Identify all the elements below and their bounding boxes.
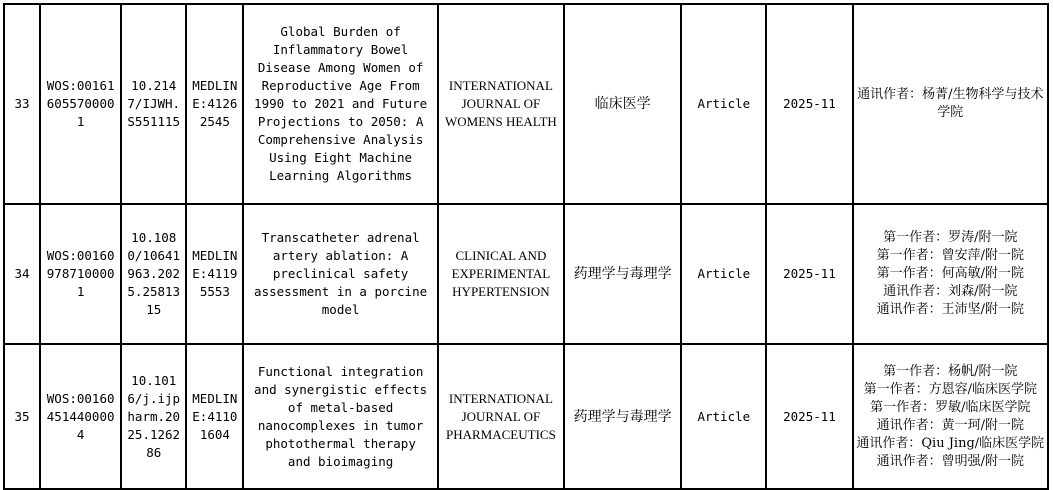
table-row bbox=[4, 4, 1048, 204]
document-type: Article bbox=[681, 344, 766, 489]
medline-id: MEDLINE:41262545 bbox=[186, 4, 243, 204]
table-row bbox=[4, 204, 1048, 344]
document-type: Article bbox=[681, 4, 766, 204]
author-list bbox=[853, 344, 1048, 489]
table-row bbox=[4, 344, 1048, 489]
paper-title: Functional integration and synergistic effects of metal-based nanocomplexes in tumor photothermal therapy and bioimaging bbox=[243, 344, 437, 489]
author-entry: 第一作者：罗涛/附一院 bbox=[883, 230, 1018, 245]
wos-id: WOS:001616055700001 bbox=[40, 4, 121, 204]
row-number: 33 bbox=[4, 4, 40, 204]
author-entry: 通讯作者：王沛坚/附一院 bbox=[876, 302, 1024, 317]
publish-date: 2025-11 bbox=[766, 4, 852, 204]
author-entry: 通讯作者：Qiu Jing/临床医学院 bbox=[856, 435, 1045, 451]
subject-category: 药理学与毒理学 bbox=[564, 204, 681, 344]
author-entry: 第一作者：曾安萍/附一院 bbox=[876, 248, 1024, 263]
author-entry: 第一作者：杨帆/附一院 bbox=[883, 363, 1018, 379]
author-entry: 通讯作者：刘森/附一院 bbox=[883, 284, 1018, 299]
publication-table bbox=[3, 3, 1049, 490]
author-entry: 通讯作者：杨菁/生物科学与技术学院 bbox=[857, 87, 1044, 120]
doi: 10.1080/10641963.2025.2581315 bbox=[121, 204, 186, 344]
journal-name: CLINICAL AND EXPERIMENTAL HYPERTENSION bbox=[438, 204, 564, 344]
author-list bbox=[853, 4, 1048, 204]
publish-date: 2025-11 bbox=[766, 344, 852, 489]
author-entry: 第一作者：罗敏/临床医学院 bbox=[870, 399, 1031, 415]
author-entry: 通讯作者：曾明强/附一院 bbox=[876, 453, 1024, 469]
author-entry: 第一作者：方恩容/临床医学院 bbox=[863, 381, 1037, 397]
publish-date: 2025-11 bbox=[766, 204, 852, 344]
wos-id: WOS:001609787100001 bbox=[40, 204, 121, 344]
medline-id: MEDLINE:41101604 bbox=[186, 344, 243, 489]
doi: 10.2147/IJWH.S551115 bbox=[121, 4, 186, 204]
subject-category: 药理学与毒理学 bbox=[564, 344, 681, 489]
row-number: 35 bbox=[4, 344, 40, 489]
author-entry: 第一作者：何高敏/附一院 bbox=[876, 266, 1024, 281]
subject-category: 临床医学 bbox=[564, 4, 681, 204]
author-list bbox=[853, 204, 1048, 344]
document-type: Article bbox=[681, 204, 766, 344]
author-entry: 通讯作者：黄一珂/附一院 bbox=[876, 417, 1024, 433]
paper-title: Global Burden of Inflammatory Bowel Disease Among Women of Reproductive Age From 1990 to 2021 and Future Projections to 2050: A Comprehensive Analysis Using Eight Machine Learning Algorithms bbox=[243, 4, 437, 204]
wos-id: WOS:001604514400004 bbox=[40, 344, 121, 489]
journal-name: INTERNATIONAL JOURNAL OF PHARMACEUTICS bbox=[438, 344, 564, 489]
journal-name: INTERNATIONAL JOURNAL OF WOMENS HEALTH bbox=[438, 4, 564, 204]
row-number: 34 bbox=[4, 204, 40, 344]
medline-id: MEDLINE:41195553 bbox=[186, 204, 243, 344]
paper-title: Transcatheter adrenal artery ablation: A preclinical safety assessment in a porcine model bbox=[243, 204, 437, 344]
doi: 10.1016/j.ijpharm.2025.126286 bbox=[121, 344, 186, 489]
